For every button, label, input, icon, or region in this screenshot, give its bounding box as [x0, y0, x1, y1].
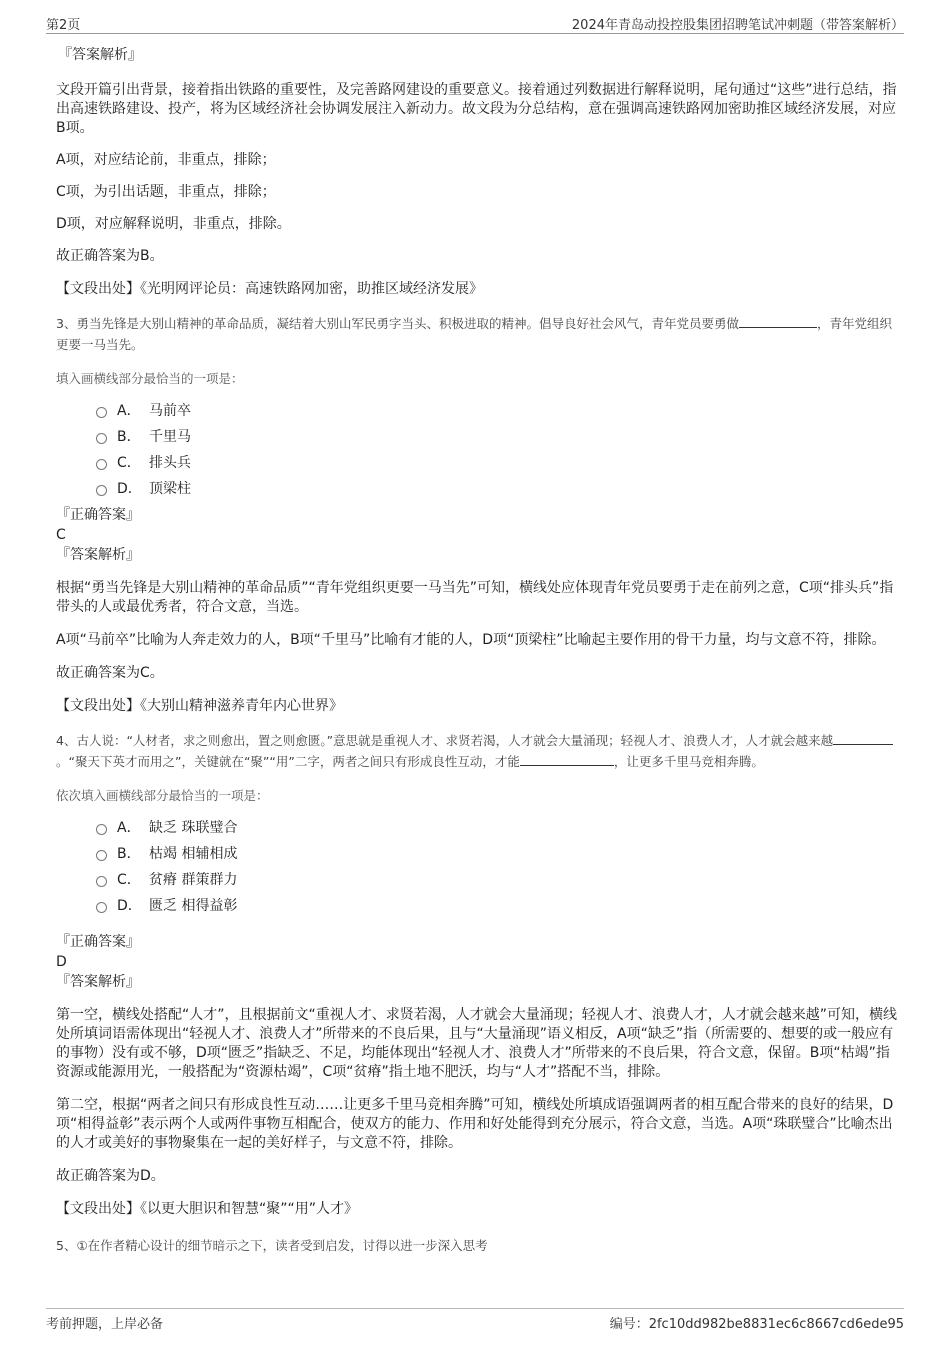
option-c-explanation: C项，为引出话题，非重点，排除；: [56, 184, 276, 200]
option-a[interactable]: A． 马前卒: [96, 397, 902, 423]
option-c[interactable]: C． 排头兵: [96, 449, 902, 475]
answer-conclusion: 故正确答案为C。: [56, 665, 164, 681]
radio-icon[interactable]: [96, 485, 107, 496]
passage-source: 【文段出处】《光明网评论员：高速铁路网加密，助推区域经济发展》: [56, 281, 483, 297]
analysis-paragraph: 文段开篇引出背景，接着指出铁路的重要性，及完善路网建设的重要意义。接着通过列数据进行解释说明，尾句通过“这些”进行总结，指出高速铁路建设、投产，将为区域经济社会协调发展注入新动力。故文段为分总结构，意在强调高速铁路网加密助推区域经济发展，对应B项。: [56, 82, 897, 136]
radio-icon[interactable]: [96, 459, 107, 470]
radio-icon[interactable]: [96, 850, 107, 861]
question-4-stem: 4、古人说：“人材者，求之则愈出，置之则愈匮。”意思就是重视人才、求贤若渴，人才就会大量涌现；轻视人才、浪费人才，人才就会越来越。“聚天下英才而用之”，关键就在“聚”“用”二字，两者之间只有形成良性互动，才能 ，让更多千里马竞相奔腾。: [56, 730, 902, 772]
footer-divider: [46, 1308, 904, 1309]
question-3-instruction: 填入画横线部分最恰当的一项是：: [56, 371, 244, 386]
question-4-instruction: 依次填入画横线部分最恰当的一项是：: [56, 788, 269, 803]
option-d[interactable]: D． 顶梁柱: [96, 475, 902, 501]
document-title: 2024年青岛动投控股集团招聘笔试冲刺题（带答案解析）: [571, 18, 904, 33]
document-id: 编号：2fc10dd982be8831ec6c8667cd6ede95: [609, 1317, 904, 1332]
correct-answer-label: 『正确答案』: [56, 507, 140, 523]
radio-icon[interactable]: [96, 407, 107, 418]
radio-icon[interactable]: [96, 876, 107, 887]
option-d-explanation: D项，对应解释说明，非重点，排除。: [56, 216, 291, 232]
analysis-paragraph: 第一空，横线处搭配“人才”，且根据前文“重视人才、求贤若渴，人才就会大量涌现；轻视人才、浪费人才，人才就会越来越”可知，横线处所填词语需体现出“轻视人才、浪费人才”所带来的不良后果，且与“大量涌现”语义相反，A项“缺乏”指（所需要的、想要的或一般应有的事物）没有或不够，D项“匮乏”指缺乏、不足，均能体现出“轻视人才、浪费人才”所带来的不良后果，符合文意，保留。B项“枯竭”指资源或能源用光，一般搭配为“资源枯竭”，C项“贫瘠”指土地不肥沃，均与“人才”搭配不当，排除。: [56, 1007, 898, 1080]
correct-answer: C: [56, 527, 66, 543]
header-divider: [46, 33, 904, 34]
option-a-explanation: A项，对应结论前，非重点，排除；: [56, 152, 276, 168]
question-5-stem-partial: 5、①在作者精心设计的细节暗示之下，读者受到启发，讨得以进一步深入思考: [56, 1238, 488, 1253]
option-b[interactable]: B． 枯竭 相辅相成: [96, 840, 902, 866]
question-3-stem: 3、勇当先锋是大别山精神的革命品质，凝结着大别山军民勇字当头、积极进取的精神。倡导良好社会风气，青年党员要勇做 ，青年党组织更要一马当先。: [56, 316, 892, 352]
answer-conclusion: 故正确答案为B。: [56, 248, 164, 264]
option-a[interactable]: A． 缺乏 珠联璧合: [96, 814, 902, 840]
option-c[interactable]: C． 贫瘠 群策群力: [96, 866, 902, 892]
analysis-paragraph: 根据“勇当先锋是大别山精神的革命品质”“青年党组织更要一马当先”可知，横线处应体现青年党员要勇于走在前列之意，C项“排头兵”指带头的人或最优秀者，符合文意，当选。: [56, 580, 894, 615]
analysis-paragraph: A项“马前卒”比喻为人奔走效力的人，B项“千里马”比喻有才能的人，D项“顶梁柱”比喻起主要作用的骨干力量，均与文意不符，排除。: [56, 632, 886, 648]
radio-icon[interactable]: [96, 824, 107, 835]
analysis-label: 『答案解析』: [56, 547, 140, 563]
question-4: [56, 730, 902, 1256]
question-3: [56, 313, 902, 716]
analysis-label: 『答案解析』: [58, 47, 142, 63]
correct-answer: D: [56, 954, 67, 970]
fill-blank: [739, 315, 817, 328]
q2-analysis-tail: [56, 46, 902, 299]
radio-icon[interactable]: [96, 902, 107, 913]
footer-slogan: 考前押题，上岸必备: [46, 1317, 164, 1332]
page-number: 第2页: [46, 18, 81, 33]
radio-icon[interactable]: [96, 433, 107, 444]
answer-conclusion: 故正确答案为D。: [56, 1168, 165, 1184]
page-header: [46, 14, 904, 34]
analysis-label: 『答案解析』: [56, 974, 140, 990]
passage-source: 【文段出处】《大别山精神滋养青年内心世界》: [56, 698, 343, 714]
fill-blank: [833, 732, 893, 745]
passage-source: 【文段出处】《以更大胆识和智慧“聚”“用”人才》: [56, 1201, 359, 1217]
document-body: [56, 44, 902, 1302]
correct-answer-label: 『正确答案』: [56, 934, 140, 950]
option-b[interactable]: B． 千里马: [96, 423, 902, 449]
option-d[interactable]: D． 匮乏 相得益彰: [96, 892, 902, 918]
analysis-paragraph: 第二空，根据“两者之间只有形成良性互动……让更多千里马竞相奔腾”可知，横线处所填成语强调两者的相互配合带来的良好的结果，D项“相得益彰”表示两个人或两件事物互相配合，使双方的能力、作用和好处能得到充分展示，符合文意，当选。A项“珠联璧合”比喻杰出的人才或美好的事物聚集在一起的美好样子，与文意不符，排除。: [56, 1097, 894, 1151]
fill-blank: [520, 753, 614, 766]
